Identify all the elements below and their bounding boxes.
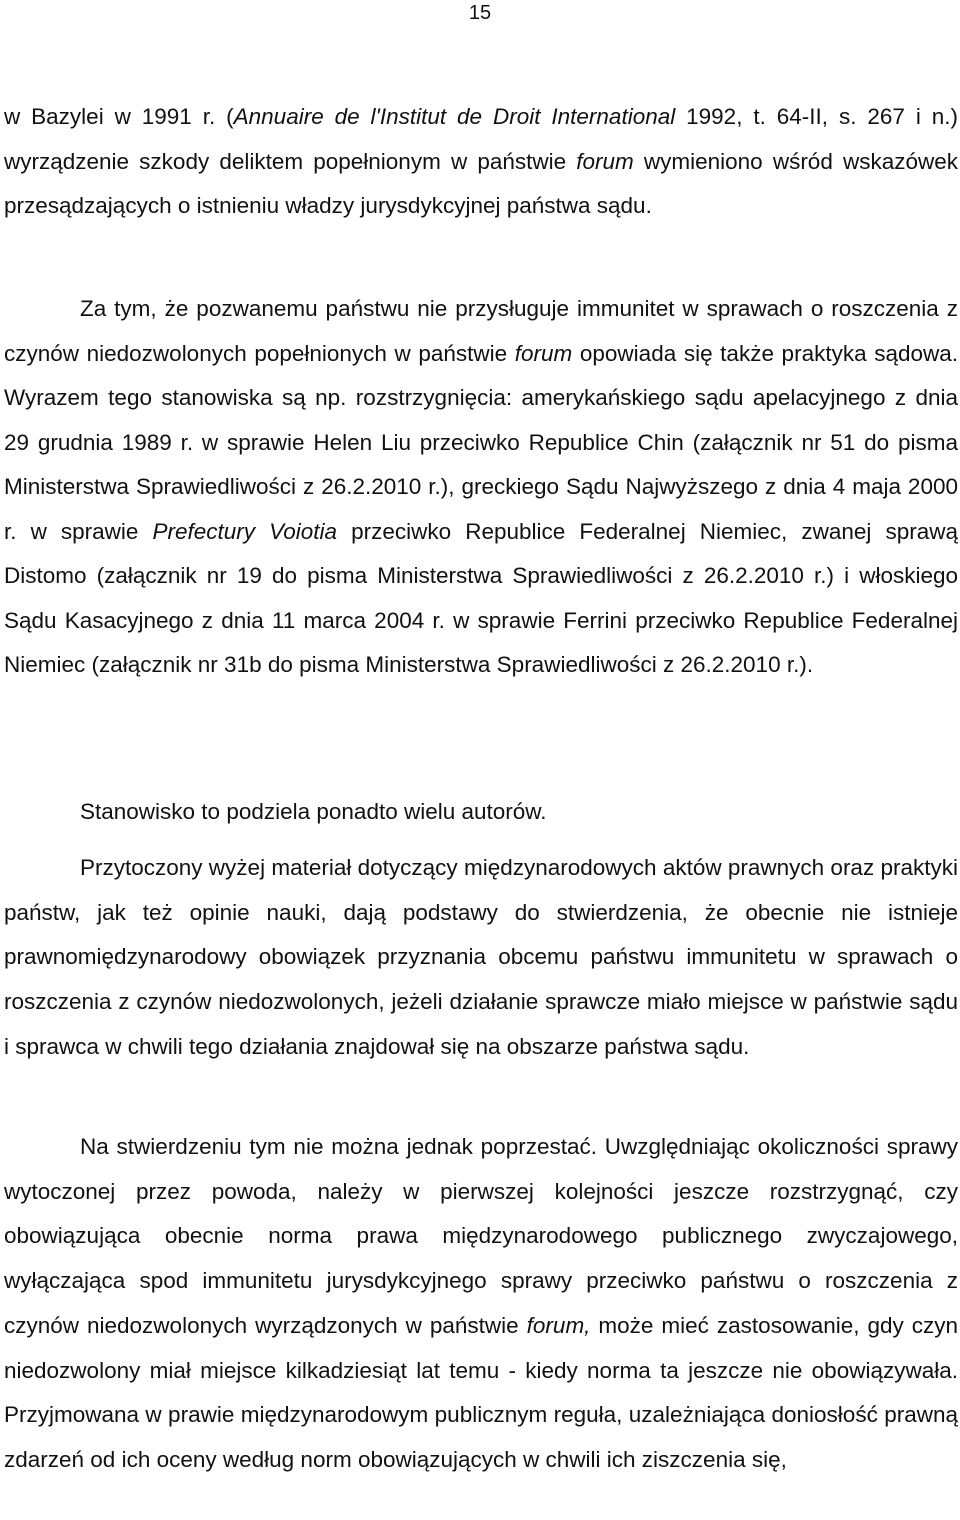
paragraph-2-text-1: Za tym, że pozwanemu państwu nie przysługuje immunitet w sprawach o roszczenia z czynów niedozwolonych popełnionych w państwie <box>4 296 958 366</box>
paragraph-1-text-3: wymieniono wśród wskazówek przesądzających o istnieniu władzy jurysdykcyjnej państwa sądu. <box>4 148 958 218</box>
paragraph-4 <box>4 846 958 1070</box>
paragraph-5 <box>4 1125 958 1483</box>
paragraph-3 <box>4 790 958 835</box>
paragraph-4-text-1: Przytoczony wyżej materiał dotyczący międzynarodowych aktów prawnych oraz praktyki państw, jak też opinie nauki, dają podstawy do stwierdzenia, że obecnie nie istnieje prawnomiędzynarodowy obowiązek przyznania obcemu państwu immunitetu w sprawach o roszczenia z czynów niedozwolonych, jeżeli działanie sprawcze miało miejsce w państwie sądu i sprawca w chwili tego działania znajdował się na obszarze państwa sądu. <box>4 855 958 1059</box>
paragraph-5-italic-1: forum, <box>526 1312 591 1338</box>
page-number: 15 <box>468 2 492 24</box>
paragraph-2 <box>4 287 958 688</box>
paragraph-1-italic-2: forum <box>576 148 634 174</box>
paragraph-1-text-1: w Bazylei w 1991 r. ( <box>4 104 234 129</box>
paragraph-2-italic-1: forum <box>514 340 573 366</box>
paragraph-2-text-3: przeciwko Republice Federalnej Niemiec, zwanej sprawą Distomo (załącznik nr 19 do pisma Ministerstwa Sprawiedliwości z 26.2.2010 r.) i włoskiego Sądu Kasacyjnego z dnia 11 marca 2004 r. w sprawie Ferrini przeciwko Republice Federalnej Niemiec (załącznik nr 31b do pisma Ministerstwa Sprawiedliwości z 26.2.2010 r.). <box>4 518 958 677</box>
paragraph-1-text-2: 1992, t. 64-II, s. 267 i n.) wyrządzenie szkody deliktem popełnionym w państwie <box>4 104 958 174</box>
paragraph-5-text-2: może mieć zastosowanie, gdy czyn niedozwolony miał miejsce kilkadziesiąt lat temu - kiedy norma ta jeszcze nie obowiązywała. Przyjmowana w prawie międzynarodowym publicznym reguła, uzależniająca doniosłość prawną zdarzeń od ich oceny według norm obowiązujących w chwili ich ziszczenia się, <box>4 1312 959 1472</box>
paragraph-1-italic-1: Annuaire de l'Institut de Droit International <box>233 104 676 129</box>
paragraph-2-italic-2: Prefectury Voiotia <box>152 518 338 544</box>
paragraph-5-text-1: Na stwierdzeniu tym nie można jednak poprzestać. Uwzględniając okoliczności sprawy wytoczonej przez powoda, należy w pierwszej kolejności jeszcze rozstrzygnąć, czy obowiązująca obecnie norma prawa międzynarodowego publicznego zwyczajowego, wyłączająca spod immunitetu jurysdykcyjnego sprawy przeciwko państwu o roszczenia z czynów niedozwolonych wyrządzonych w państwie <box>4 1134 958 1338</box>
paragraph-2-text-2: opowiada się także praktyka sądowa. Wyrazem tego stanowiska są np. rozstrzygnięcia: amerykańskiego sądu apelacyjnego z dnia 29 grudnia 1989 r. w sprawie Helen Liu przeciwko Republice Chin (załącznik nr 51 do pisma Ministerstwa Sprawiedliwości z 26.2.2010 r.), greckiego Sądu Najwyższego z dnia 4 maja 2000 r. w sprawie <box>4 340 958 544</box>
paragraph-1 <box>4 95 958 229</box>
paragraph-3-text-1: Stanowisko to podziela ponadto wielu autorów. <box>80 799 547 824</box>
